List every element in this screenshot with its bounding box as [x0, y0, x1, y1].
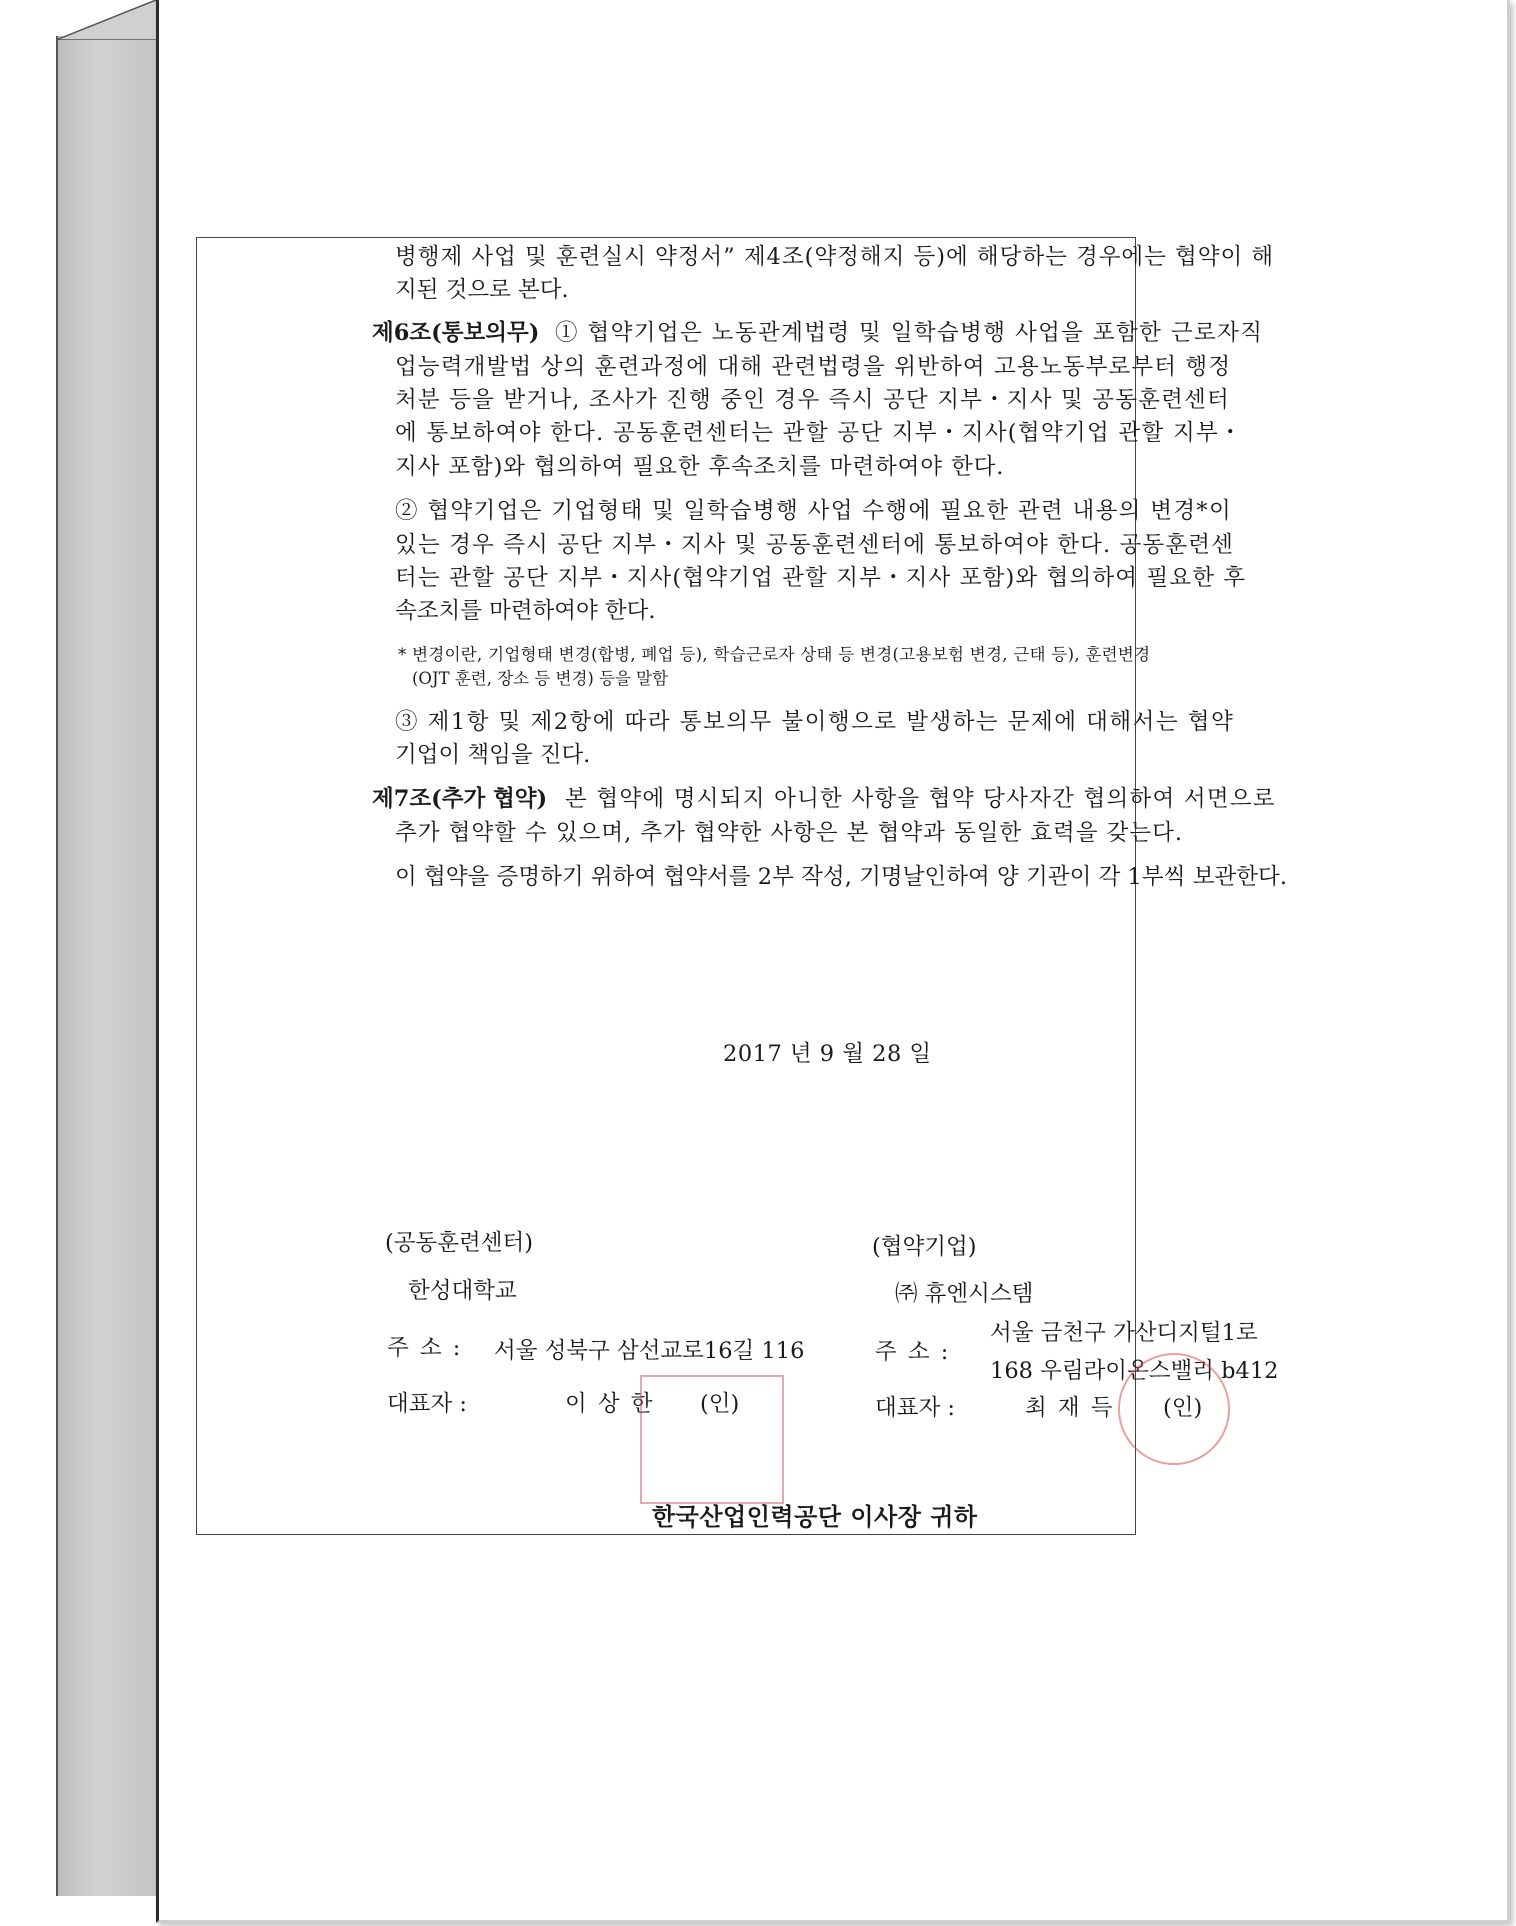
left-seal-mark: (인) [700, 1391, 740, 1417]
right-party-label: (협약기업) [872, 1234, 977, 1260]
footnote-line: * 변경이란, 기업형태 변경(합병, 폐업 등), 학습근로자 상태 등 변경(고용보험 변경, 근태 등), 훈련변경 [398, 645, 1151, 664]
text-line: 본 협약에 명시되지 아니한 사항을 협약 당사자간 협의하여 서면으로 [565, 786, 1276, 812]
article-7-heading: 제7조(추가 협약) [372, 786, 548, 812]
right-party-name: ㈜ 휴엔시스템 [895, 1281, 1034, 1307]
left-address-label: 주 소 : [387, 1335, 463, 1361]
agreement-date: 2017 년 9 월 28 일 [723, 1041, 932, 1067]
text-line: 에 통보하여야 한다. 공동훈련센터는 관할 공단 지부・지사(협약기업 관할 지부・ [395, 420, 1243, 446]
left-seal-stamp [640, 1375, 784, 1504]
left-address: 서울 성북구 삼선교로16길 116 [494, 1338, 805, 1364]
left-party-name: 한성대학교 [408, 1278, 517, 1304]
text-line: ① 협약기업은 노동관계법령 및 일학습병행 사업을 포함한 근로자직 [555, 320, 1264, 346]
text-line: 속조치를 마련하여야 한다. [395, 598, 656, 624]
text-line: ② 협약기업은 기업형태 및 일학습병행 사업 수행에 필요한 관련 내용의 변경*이 [395, 498, 1233, 524]
book-spine [56, 36, 158, 1896]
text-line: 있는 경우 즉시 공단 지부・지사 및 공동훈련센터에 통보하여야 한다. 공동훈련센 [395, 532, 1234, 558]
right-seal-stamp [1118, 1353, 1230, 1465]
text-line: 지된 것으로 본다. [395, 277, 569, 303]
left-rep-name: 이 상 한 [565, 1391, 655, 1417]
text-line: 지사 포함)와 협의하여 필요한 후속조치를 마련하여야 한다. [395, 454, 1005, 480]
right-seal-mark: (인) [1163, 1395, 1203, 1421]
text-line: 추가 협약할 수 있으며, 추가 협약한 사항은 본 협약과 동일한 효력을 갖는다. [395, 820, 1184, 846]
text-line: 병행제 사업 및 훈련실시 약정서” 제4조(약정해지 등)에 해당하는 경우에는 협약이 해 [395, 244, 1275, 270]
right-address-line2: 168 우림라이온스밸리 b412 [990, 1358, 1279, 1384]
book-corner [56, 0, 166, 40]
right-rep-name: 최 재 득 [1025, 1395, 1115, 1421]
article-6-heading: 제6조(통보의무) [372, 320, 540, 346]
addressee: 한국산업인력공단 이사장 귀하 [652, 1502, 978, 1531]
text-line: 기업이 책임을 진다. [395, 742, 591, 768]
left-rep-label: 대표자 : [387, 1391, 467, 1417]
right-address-line1: 서울 금천구 가산디지털1로 [990, 1320, 1258, 1346]
left-party-label: (공동훈련센터) [385, 1230, 533, 1256]
right-rep-label: 대표자 : [875, 1395, 955, 1421]
text-line: 업능력개발법 상의 훈련과정에 대해 관련법령을 위반하여 고용노동부로부터 행정 [395, 354, 1232, 380]
right-address-label: 주 소 : [875, 1339, 951, 1365]
text-line: 처분 등을 받거나, 조사가 진행 중인 경우 즉시 공단 지부・지사 및 공동훈련센터 [395, 387, 1230, 413]
text-line: 이 협약을 증명하기 위하여 협약서를 2부 작성, 기명날인하여 양 기관이 각 1부씩 보관한다. [395, 864, 1288, 890]
text-line: ③ 제1항 및 제2항에 따라 통보의무 불이행으로 발생하는 문제에 대해서는 협약 [395, 709, 1235, 735]
text-line: 터는 관할 공단 지부・지사(협약기업 관할 지부・지사 포함)와 협의하여 필요한 후 [395, 565, 1247, 591]
footnote-line: (OJT 훈련, 장소 등 변경) 등을 말함 [412, 669, 669, 688]
